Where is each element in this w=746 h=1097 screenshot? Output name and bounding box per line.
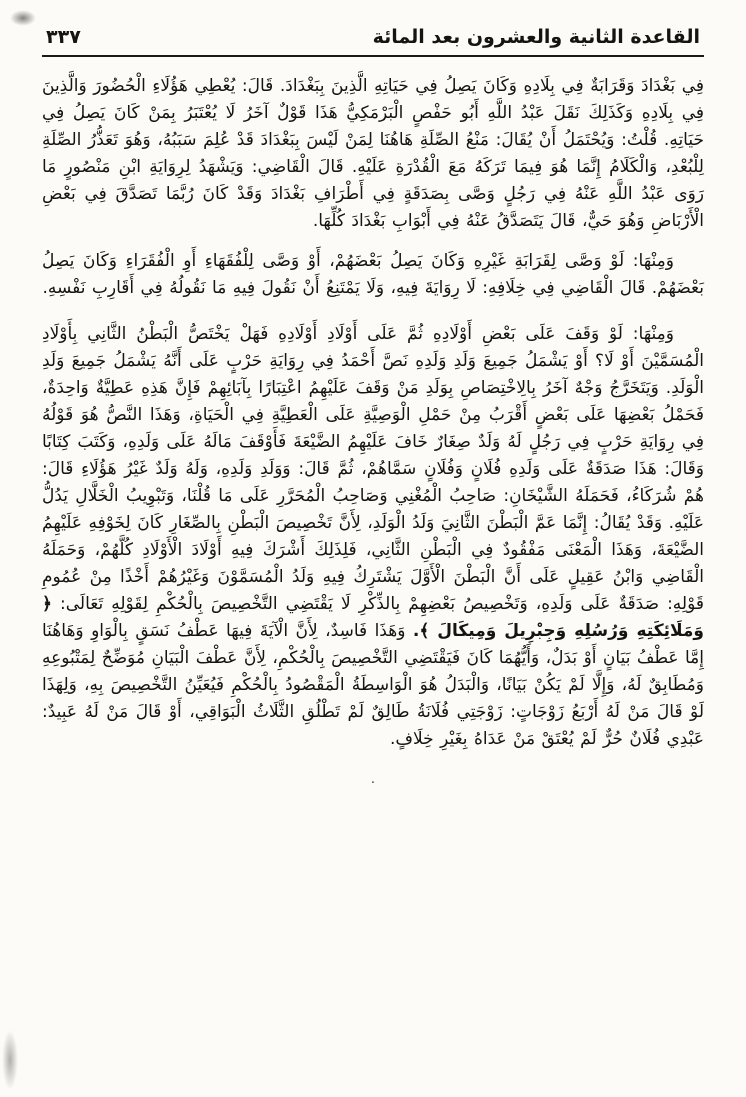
quran-verse: ﴿ وَمَلَائِكَتِهِ وَرُسُلِهِ وَجِبْرِيلَ وَمِيكَالَ ﴾.	[42, 594, 704, 641]
scan-artifact	[10, 10, 36, 26]
header-rule	[42, 55, 704, 57]
paragraph-text-before-verse: وَمِنْهَا: لَوْ وَقَفَ عَلَى بَعْضِ أَوْلَادِهِ ثُمَّ عَلَى أَوْلَادِ أَوْلَادِهِ فَهَلْ يَخْتَصُّ الْبَطْنُ الثَّانِي بِأَوْلَادِ الْمُسَمَّيْنَ أَوْ لَا؟ أَوْ يَشْمَلُ جَمِيعَ وَلَدِ وَلَدِهِ نَصَّ أَحْمَدُ فِي رِوَايَةِ حَرْبٍ عَلَى أَنَّهُ يَشْمَلُ جَمِيعَ وَلَدِ الْوَلَدِ. وَيَتَخَرَّجُ وَجْهٌ آخَرُ بِالِاخْتِصَاصِ بِوَلَدِ مَنْ وَقَفَ عَلَيْهِمُ اعْتِبَارًا بِآبَائِهِمْ فَإِنَّ هَذِهِ عَطِيَّةٌ وَاحِدَةٌ، فَحَمْلُ بَعْضِهَا عَلَى بَعْضٍ أَقْرَبُ مِنْ حَمْلِ الْوَصِيَّةِ عَلَى الْعَطِيَّةِ فِي الْحَيَاةِ، وَهَذَا النَّصُّ هُوَ قَوْلُهُ فِي رِوَايَةِ حَرْبٍ فِي رَجُلٍ لَهُ وَلَدٌ صِغَارٌ خَافَ عَلَيْهِمُ الضَّيْعَةَ فَأَوْقَفَ مَالَهُ عَلَى وَلَدِهِ، وَكَتَبَ كِتَابًا وَقَالَ: هَذَا صَدَقَةٌ عَلَى وَلَدِهِ فُلَانٍ وَفُلَانٍ سَمَّاهُمْ، ثُمَّ قَالَ: وَوَلَدِ وَلَدِهِ، وَلَهُ وَلَدٌ غَيْرُ هَؤُلَاءِ قَالَ: هُمْ شُرَكَاءُ، فَحَمَلَهُ الشَّيْخَانِ: صَاحِبُ الْمُغْنِي وَصَاحِبُ الْمُحَرَّرِ عَلَى مَا قُلْنَا، وَتَبْوِيبُ الْخَلَّالِ يَدُلُّ عَلَيْهِ. وَقَدْ يُقَالُ: إِنَّمَا عَمَّ الْبَطْنَ الثَّانِيَ وَلَدُ الْوَلَدِ، لِأَنَّ تَخْصِيصَ الْبَطْنِ بِالصِّغَارِ كَانَ لِخَوْفِهِ عَلَيْهِمُ الضَّيْعَةَ، وَهَذَا الْمَعْنَى مَفْقُودٌ فِي الْبَطْنِ الثَّانِي، فَلِذَلِكَ أَشْرَكَ فِيهِ أَوْلَادَ الْأَوْلَادِ كُلَّهُمْ، وَحَمَلَهُ الْقَاضِي وَابْنُ عَقِيلٍ عَلَى أَنَّ الْبَطْنَ الْأَوَّلَ يَشْتَرِكُ فِيهِ وَلَدُ الْمُسَمَّوْنَ وَغَيْرُهُمْ أَخْذًا مِنْ عُمُومِ قَوْلِهِ: صَدَقَةٌ عَلَى وَلَدِهِ، وَتَخْصِيصُ بَعْضِهِمْ بِالذِّكْرِ لَا يَقْتَضِي التَّخْصِيصَ بِالْحُكْمِ لِقَوْلِهِ تَعَالَى:	[42, 324, 705, 614]
paragraph-text-after-verse: وَهَذَا فَاسِدٌ، لِأَنَّ الْآيَةَ فِيهَا عَطْفُ نَسَقٍ بِالْوَاوِ وَهَاهُنَا إِمَّا عَطْفُ بَيَانٍ أَوْ بَدَلٌ، وَأَيُّهُمَا كَانَ فَيَقْتَضِي التَّخْصِيصَ بِالْحُكْمِ، لِأَنَّ عَطْفَ الْبَيَانِ مُوَضِّحٌ لِمَتْبُوعِهِ وَمُطَابِقٌ لَهُ، وَإِلَّا لَمْ يَكُنْ بَيَانًا، وَالْبَدَلُ هُوَ الْوَاسِطَةُ الْمَقْصُودُ بِالْحُكْمِ فَيُعَيِّنُ التَّخْصِيصَ بِهِ، وَلِهَذَا لَوْ قَالَ مَنْ لَهُ أَرْبَعُ زَوْجَاتٍ: زَوْجَتِي فُلَانَةُ طَالِقٌ لَمْ تَطْلُقِ الثَّلَاثُ الْبَوَاقِي، أَوْ قَالَ مَنْ لَهُ عَبِيدٌ: عَبْدِي فُلَانٌ حُرٌّ لَمْ يُعْتَقْ مَنْ عَدَاهُ بِغَيْرِ خِلَافٍ.	[42, 621, 704, 749]
paragraph-waminha-1: وَمِنْهَا: لَوْ وَصَّى لِقَرَابَةِ غَيْرِهِ وَكَانَ يَصِلُ بَعْضَهُمْ، أَوْ وَصَّى لِلْفُقَهَاءِ أَوِ الْفُقَرَاءِ وَكَانَ يَصِلُ بَعْضَهُمْ. قَالَ الْقَاضِي فِي خِلَافِهِ: لَا رِوَايَةَ فِيهِ، وَلَا يَمْتَنِعُ أَنْ نَقُولَ فِيهِ مَا نَقُولُهُ فِي أَقَارِبِ نَفْسِهِ.	[42, 251, 704, 298]
chapter-title: القاعدة الثانية والعشرون بعد المائة	[372, 26, 700, 48]
page-body	[42, 73, 704, 793]
page-number: ٣٣٧	[46, 26, 81, 48]
paragraph-continuation: فِي بَغْدَادَ وَقَرَابَةٌ فِي بِلَادِهِ وَكَانَ يَصِلُ فِي حَيَاتِهِ الَّذِينَ بِبَغْدَادَ. قَالَ: يُعْطِي هَؤُلَاءِ الْحُضُورَ وَالَّذِينَ فِي بِلَادِهِ وَكَذَلِكَ نَقَلَ عَبْدُ اللَّهِ أَبُو حَفْصٍ الْبَرْمَكِيُّ هَذَا قَوْلٌ آخَرُ لَا يُعْتَبَرُ بِمَنْ كَانَ يَصِلُ فِي حَيَاتِهِ. قُلْتُ: وَيُحْتَمَلُ أَنْ يُقَالَ: مَنْعُ الصِّلَةِ هَاهُنَا لِمَنْ لَيْسَ بِبَغْدَادَ قَدْ عُلِمَ سَبَبُهُ، وَهُوَ تَعَذُّرُ الصِّلَةِ لِلْبُعْدِ، وَالْكَلَامُ إِنَّمَا هُوَ فِيمَا تَرَكَهُ مَعَ الْقُدْرَةِ عَلَيْهِ. قَالَ الْقَاضِي: وَيَشْهَدُ لِرِوَايَةِ ابْنِ مَنْصُورٍ مَا رَوَى عَبْدُ اللَّهِ عَنْهُ فِي رَجُلٍ وَصَّى بِصَدَقَةٍ فِي أَطْرَافِ بَغْدَادَ وَقَدْ كَانَ رُبَّمَا تَصَدَّقَ فِي بَعْضِ الْأَرْبَاضِ وَهُوَ حَيٌّ، قَالَ يَتَصَدَّقُ عَنْهُ فِي أَبْوَابِ بَغْدَادَ كُلِّهَا.	[42, 76, 704, 231]
paragraph-waminha-2	[42, 321, 704, 753]
scan-artifact	[2, 1030, 18, 1090]
page-end-mark: .	[370, 772, 376, 787]
page-header	[42, 26, 704, 55]
